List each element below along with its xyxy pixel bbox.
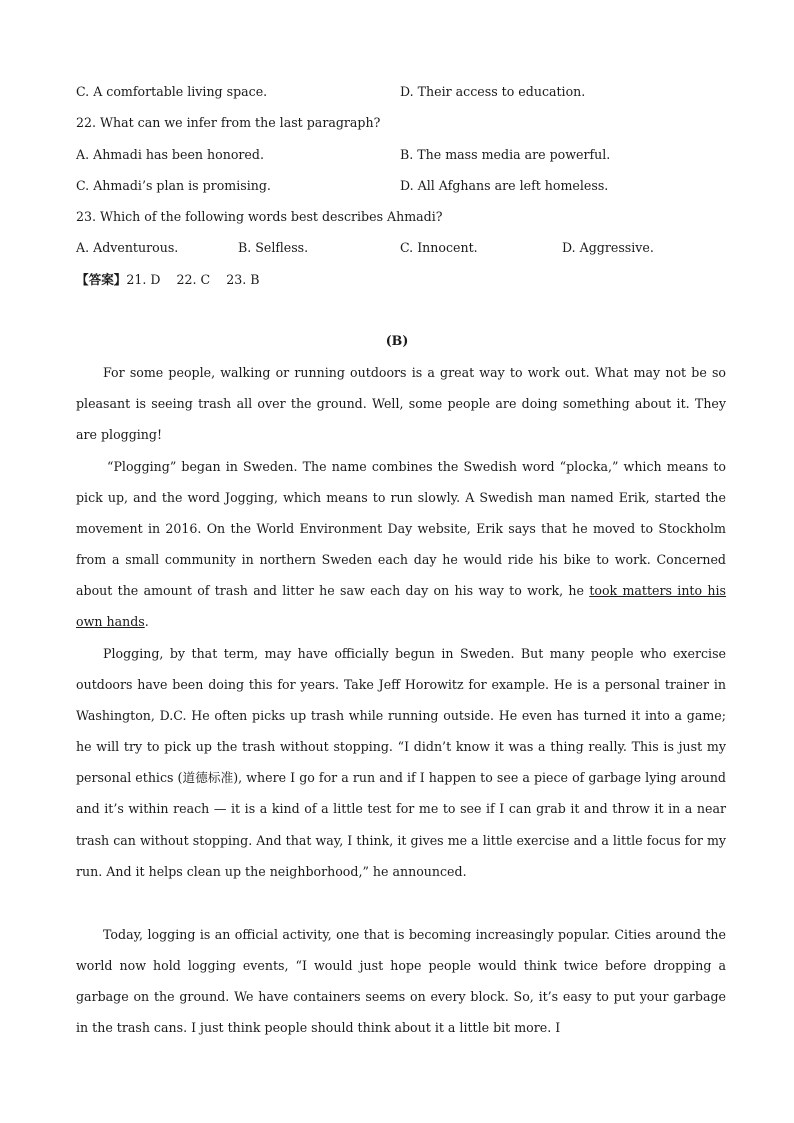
paragraph-1: For some people, walking or running outdoors is a great way to work out. What may not be so pleasant is seeing trash all over the ground. Well, some people are doing something about it. They are plogging! [76, 365, 726, 443]
q23-stem: 23. Which of the following words best describes Ahmadi? [76, 209, 443, 224]
paragraph-2-end: . [144, 614, 149, 630]
paragraph-3: Plogging, by that term, may have officially begun in Sweden. But many people who exercise outdoors have been doing this for years. Take Jeff Horowitz for example. He is a personal trainer in Washington, D.C. He often picks up trash while running outside. He even has turned it into a game; he will try to pick up the trash without stopping. “I didn’t know it was a thing really. This is just my personal ethics (道德标准), where I go for a run and if I happen to see a piece of garbage lying around and it’s within reach — it is a kind of a little test for me to see if I can grab it and throw it in a near trash can without stopping. And that way, I think, it gives me a little exercise and a little focus for my run. And it helps clean up the neighborhood,” he announced. [76, 646, 726, 879]
answer-line [76, 272, 259, 288]
q22-option-a: A. Ahmadi has been honored. [76, 147, 264, 162]
paragraph-4: Today, logging is an official activity, one that is becoming increasingly popular. Cities around the world now hold logging events, “I would just hope people would think twice before dropping a garbage on the ground. We have containers seems on every block. So, it’s easy to put your garbage in the trash cans. I just think people should think about it a little bit more. I [76, 927, 726, 1036]
q21-option-c [76, 84, 267, 100]
q22-option-c: C. Ahmadi’s plan is promising. [76, 178, 271, 193]
underlined-phrase: took matters into his own hands [76, 583, 726, 630]
q23-option-d: D. Aggressive. [562, 240, 654, 255]
paragraph-2 [76, 451, 726, 638]
section-title: (B) [385, 333, 409, 348]
option-text: D. Their access to education. [400, 84, 586, 99]
answer-text: 21. D 22. C 23. B [126, 272, 260, 287]
option-text: C. A comfortable living space. [76, 84, 268, 99]
paragraph-2-text: “Plogging” began in Sweden. The name combines the Swedish word “plocka,” which means to pick up, and the word Jogging, which means to run slowly. A Swedish man named Erik, started the movement in 2016. On the World Environment Day website, Erik says that he moved to Stockholm from a small community in northern Sweden each day he would ride his bike to work. Concerned about the amount of trash and litter he saw each day on his way to work, he [76, 459, 726, 599]
q22-option-b: B. The mass media are powerful. [400, 147, 611, 162]
q22-option-d: D. All Afghans are left homeless. [400, 178, 609, 193]
q23-option-c: C. Innocent. [400, 240, 478, 255]
answer-label: 【答案】 [76, 272, 127, 287]
q23-option-b: B. Selfless. [238, 240, 309, 255]
q22-stem: 22. What can we infer from the last paragraph? [76, 115, 381, 130]
q23-option-a: A. Adventurous. [76, 240, 179, 255]
q21-option-d [400, 84, 585, 100]
